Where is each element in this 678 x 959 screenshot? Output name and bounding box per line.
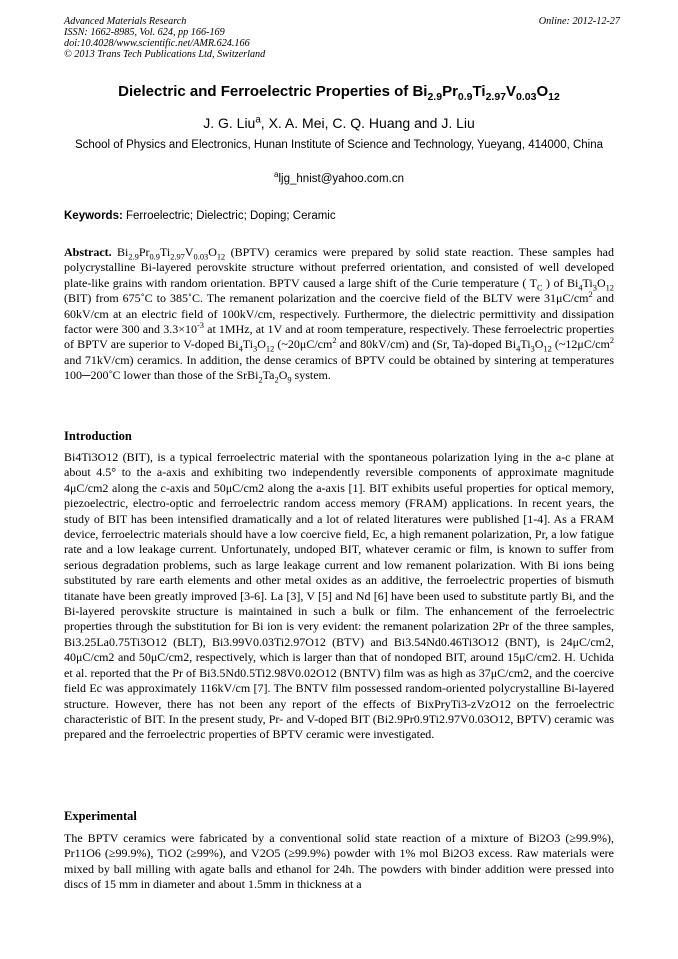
experimental-paragraph: The BPTV ceramics were fabricated by a conventional solid state reaction of a mixture of Bi2O3 (≥99.9%), Pr11O6 (≥99.9%), TiO2 (≥99%), and V2O5 (≥99.9%) powder with 1% mol Bi2O3 excess. Raw materials were mixed by ball milling with agate balls and ethanol for 24h. The powders with binder addition were pressed into discs of 15 mm in diameter and about 1.5mm in thickness at a (64, 831, 614, 892)
publication-header (64, 16, 620, 60)
issn-line: ISSN: 1662-8985, Vol. 624, pp 166-169 (64, 27, 225, 38)
journal-name: Advanced Materials Research (64, 16, 187, 27)
abstract-paragraph: Abstract. $Bi_{2.9}Pr_{0.9}Ti_{2.97}V_{0.03}O_{12}$ (BPTV) ceramics were prepared by solid state reaction. These samples had polycrystalline Bi-layered perovskite structure without preferred orientation, and consisted of well developed plate-like grains with random orientation. BPTV caused a large shift of the Curie temperature ( $T_C$ ) of $Bi_4Ti_3O_{12}$ (BIT) from 675˚C to 385˚C. The remanent polarization and the coercive field of the BLTV were $31\mu C/cm^2$ and 60kV/cm at an electric field of 100kV/cm, respectively. Furthermore, the dielectric permittivity and dissipation factor were 300 and $3.3\times 10^{-3}$ at 1MHz, at 1V and at room temperature, respectively. These ferroelectric properties of BPTV are superior to V-doped $Bi_4Ti_3O_{12}$ ($\sim 20\mu C/cm^2$ and 80kV/cm) and (Sr, Ta)-doped $Bi_4Ti_3O_{12}$ ($\sim 12\mu C/cm^2$ and 71kV/cm) ceramics. In addition, the dense ceramics of BPTV could be obtained by sintering at temperatures 100─200˚C lower than those of the $SrBi_2Ta_2O_9$ system. (64, 245, 615, 385)
author-email: $^a$ljg_hnist@yahoo.com.cn (274, 170, 404, 185)
online-date: Online: 2012-12-27 (538, 16, 620, 27)
paper-title: Dielectric and Ferroelectric Properties of $Bi_{2.9}Pr_{0.9}Ti_{2.97}V_{0.03}O_{12}$ (118, 83, 560, 103)
introduction-paragraph: Bi4Ti3O12 (BIT), is a typical ferroelectric material with the spontaneous polarization lying in the a-c plane at about 4.5° to the a-axis and exhibiting two independently reversible components of approximate magnitude 4μC/cm2 along the c-axis and 50μC/cm2 along the a-axis [1]. BIT exhibits useful properties for optical memory, piezoelectric, electro-optic and ferroelectric random access memory (FRAM) applications. In recent years, the study of BIT has been intensified dramatically and a lot of related literatures were published [1-4]. As a FRAM device, ferroelectric materials should have a low coercive field, Ec, a high remanent polarization, Pr, a low fatigue rate and a low leakage current. Unfortunately, undoped BIT, whatever ceramic or film, is known to suffer from serious degradation problems, such as large leakage current and low remanent polarization. With Bi ions being substituted by rare earth elements and other metal oxides as an additive, the ferroelectric properties of bismuth titanate have been greatly improved [3-6]. La [3], V [5] and Nd [6] have been used to substitute partly Bi, and the Bi-layered perovskite structure is maintained in such a bulk or film. The enhancement of the ferroelectric properties through the substitution for Bi ion is very evident: the remanent polarization 2Pr of the three samples, Bi3.25La0.75Ti3O12 (BLT), Bi3.99V0.03Ti2.97O12 (BTV) and Bi3.54Nd0.46Ti3O12 (BNT), is 24μC/cm2, 40μC/cm2 and 50μC/cm2, respectively, which is larger than that of nondoped BIT, around 15μC/cm2. H. Uchida et al. reported that the Pr of Bi3.5Nd0.5Ti2.98V0.02O12 (BNTV) film was as high as 37μC/cm2, and the coercive field Ec was approximately 116kV/cm [7]. The BNTV film possessed random-oriented polycrystalline Bi-layered structure. However, there has not been any report of the effects of BixPryTi3-zVzO12 on the ferroelectric characteristic of BIT. In the present study, Pr- and V-doped BIT (Bi2.9Pr0.9Ti2.97V0.03O12, BPTV) ceramic was prepared and the ferroelectric properties of BPTV ceramic were investigated. (64, 450, 614, 742)
copyright-line: © 2013 Trans Tech Publications Ltd, Switzerland (64, 49, 266, 60)
author-list: J. G. Liu$^a$, X. A. Mei, C. Q. Huang and J. Liu (203, 114, 475, 131)
experimental-heading: Experimental (64, 809, 137, 823)
keywords-label: Keywords: (64, 210, 123, 222)
affiliation: School of Physics and Electronics, Hunan Institute of Science and Technology, Yueyang, 414000, China (74, 139, 604, 151)
abstract-label: Abstract. (64, 245, 112, 259)
doi-line: doi:10.4028/www.scientific.net/AMR.624.166 (64, 38, 250, 49)
keywords-line: Keywords: Ferroelectric; Dielectric; Doping; Ceramic (64, 210, 336, 222)
introduction-heading: Introduction (64, 429, 132, 443)
